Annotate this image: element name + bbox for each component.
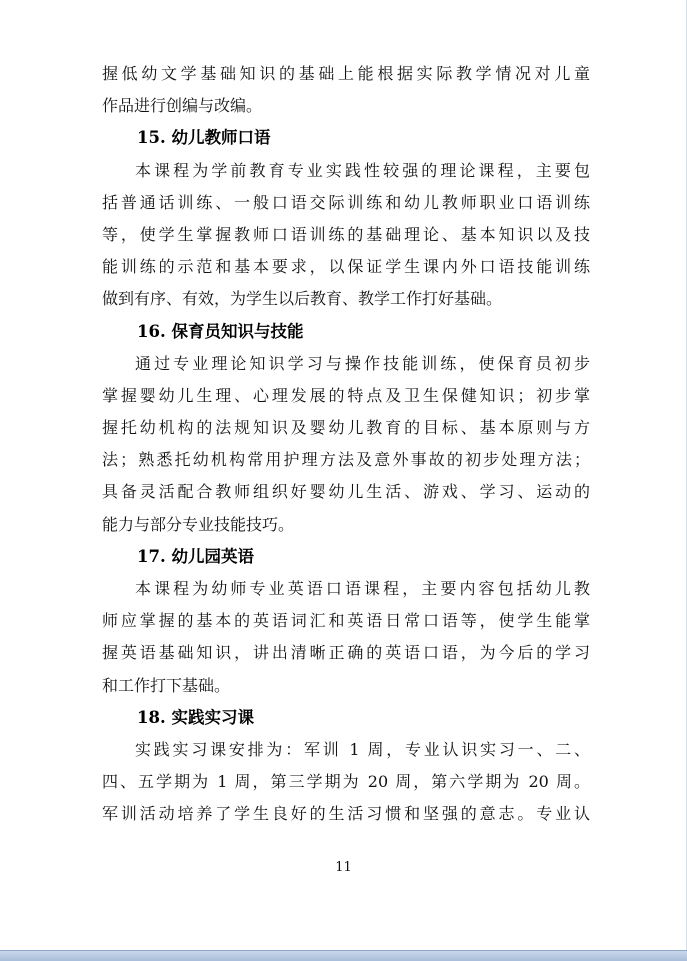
body-line: 握低幼文学基础知识的基础上能根据实际教学情况对儿童 — [102, 64, 590, 83]
body-line: 通过专业理论知识学习与操作技能训练，使保育员初步 — [135, 353, 590, 373]
page-number: 11 — [335, 860, 352, 875]
body-line: 能训练的示范和基本要求，以保证学生课内外口语技能训练 — [102, 257, 590, 277]
body-line: 等，使学生掌握教师口语训练的基础理论、基本知识以及技 — [102, 224, 590, 244]
body-line: 本课程为学前教育专业实践性较强的理论课程，主要包 — [135, 160, 590, 180]
body-line: 括普通话训练、一般口语交际训练和幼儿教师职业口语训练 — [102, 192, 590, 212]
body-line: 四、五学期为 1 周，第三学期为 20 周，第六学期为 20 周。 — [102, 772, 590, 792]
window-bottom-bar — [0, 950, 687, 961]
body-line: 掌握婴幼儿生理、心理发展的特点及卫生保健知识；初步掌 — [102, 385, 590, 405]
body-line: 实践实习课安排为：军训 1 周，专业认识实习一、二、 — [135, 739, 590, 759]
body-line: 师应掌握的基本的英语词汇和英语日常口语等，使学生能掌 — [102, 611, 590, 631]
body-line: 本课程为幼师专业英语口语课程，主要内容包括幼儿教 — [135, 579, 590, 598]
body-line: 和工作打下基础。 — [102, 675, 231, 695]
section-heading: 16. 保育员知识与技能 — [137, 321, 304, 341]
body-line: 握托幼机构的法规知识及婴幼儿教育的目标、基本原则与方 — [102, 418, 590, 438]
body-line: 具备灵活配合教师组织好婴幼儿生活、游戏、学习、运动的 — [102, 482, 590, 502]
body-line: 军训活动培养了学生良好的生活习惯和坚强的意志。专业认 — [102, 804, 590, 824]
body-line: 做到有序、有效，为学生以后教育、教学工作打好基础。 — [102, 289, 503, 309]
document-body — [102, 58, 590, 831]
section-heading: 15. 幼儿教师口语 — [137, 128, 271, 148]
section-heading: 18. 实践实习课 — [137, 707, 254, 727]
section-heading: 17. 幼儿园英语 — [137, 546, 254, 566]
body-line: 握英语基础知识，讲出清晰正确的英语口语，为今后的学习 — [102, 643, 590, 663]
body-line: 能力与部分专业技能技巧。 — [102, 514, 295, 534]
body-line: 法；熟悉托幼机构常用护理方法及意外事故的初步处理方法； — [102, 450, 590, 470]
body-line: 作品进行创编与改编。 — [102, 96, 263, 116]
